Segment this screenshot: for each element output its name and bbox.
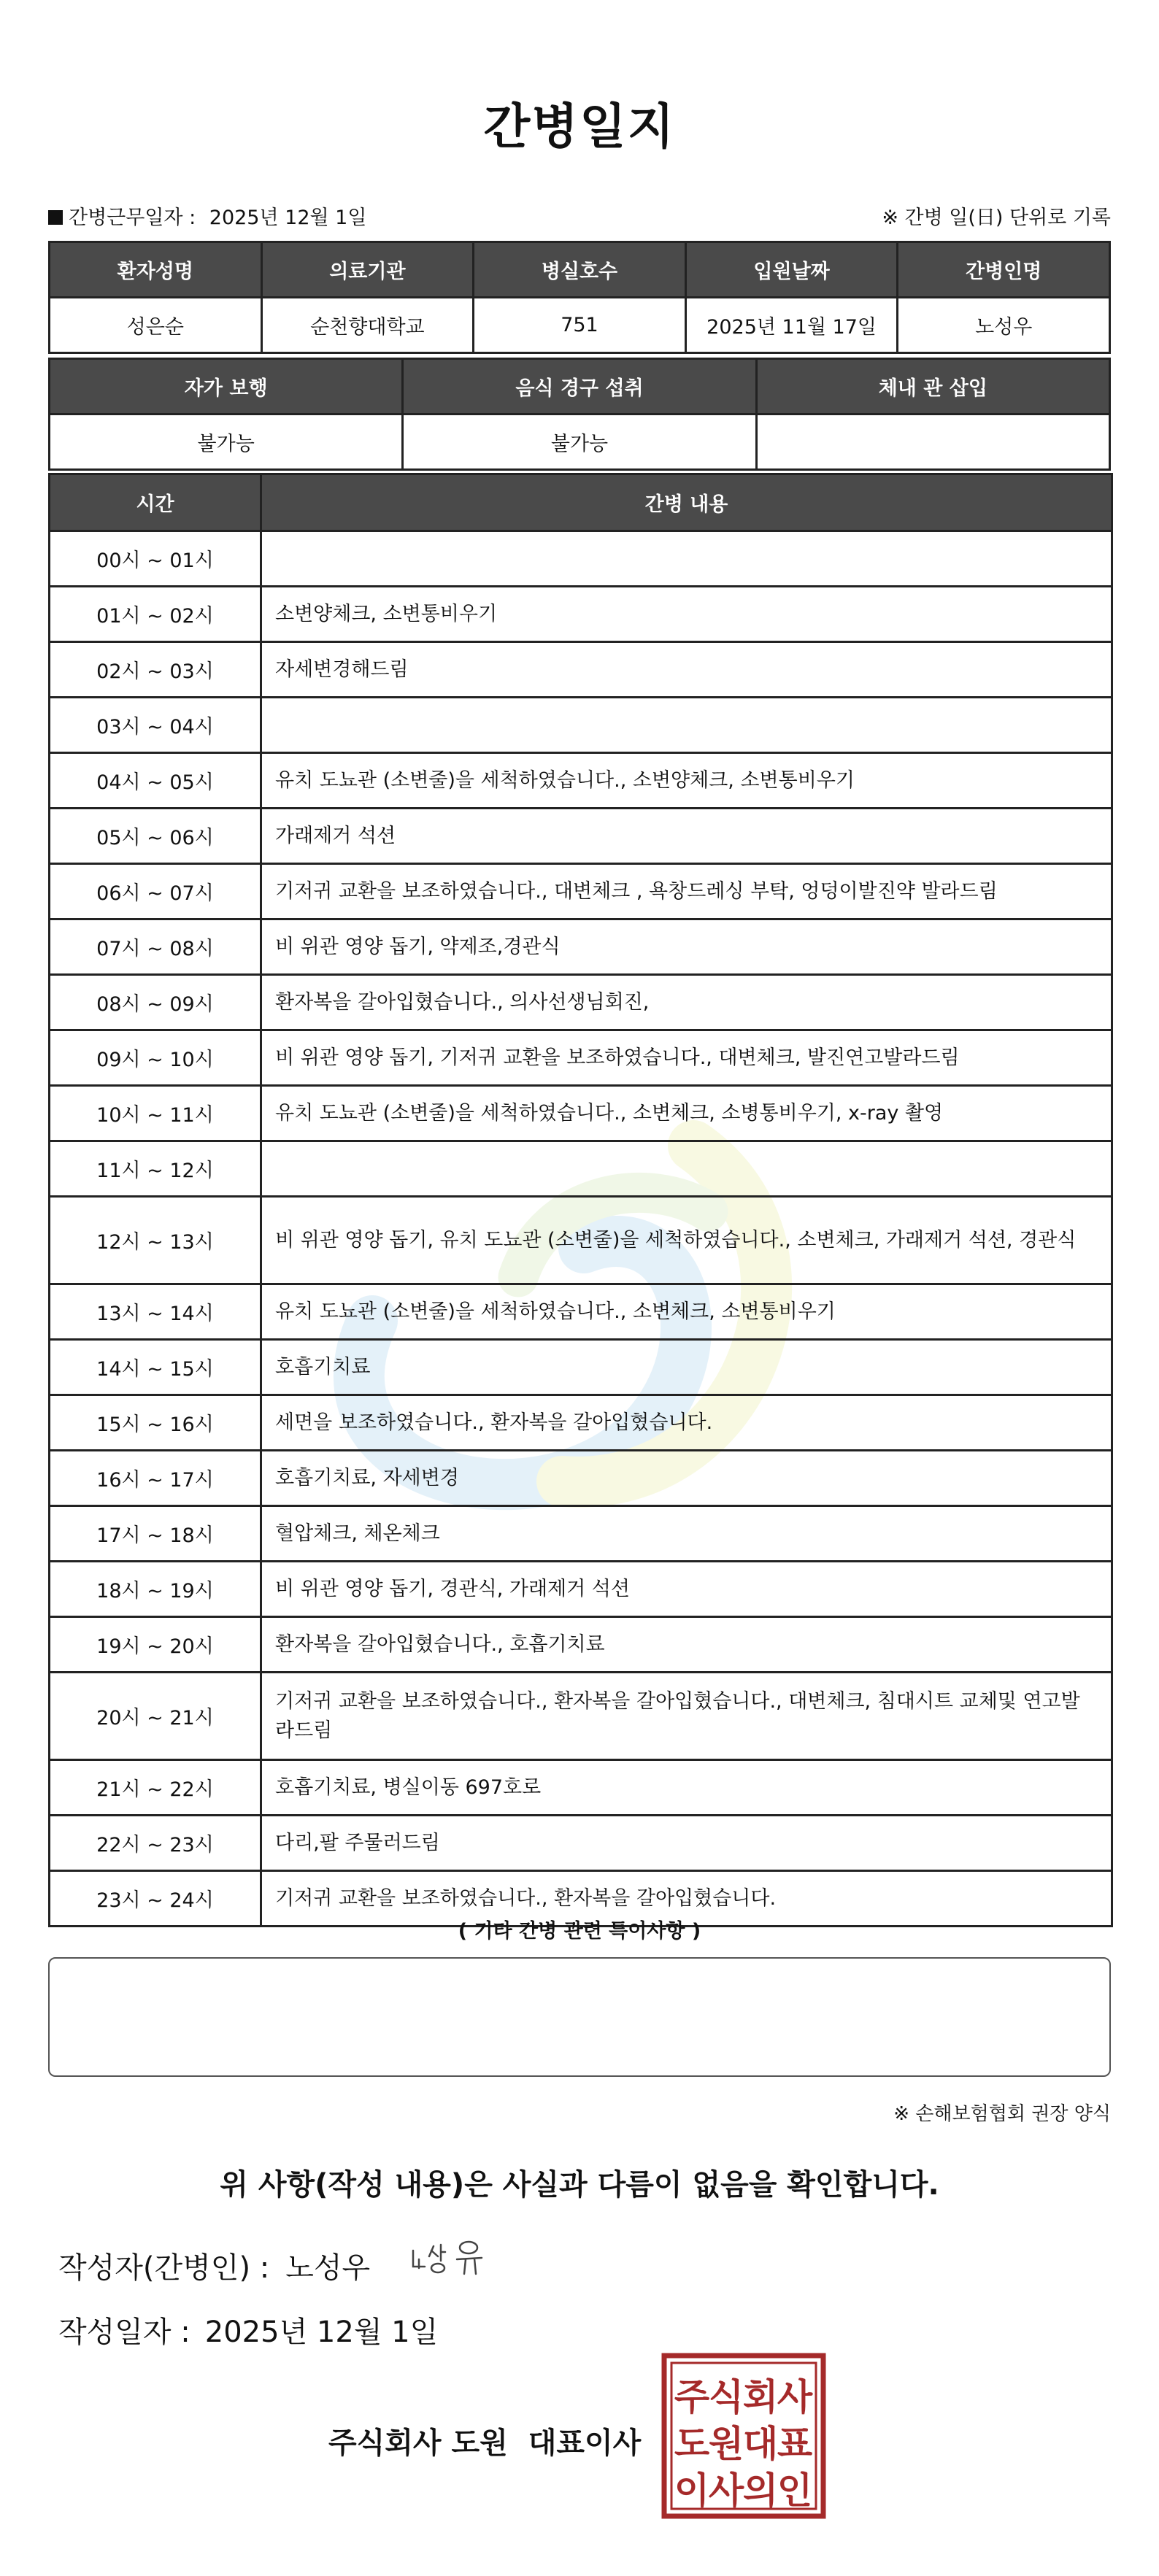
company-title: 대표이사: [528, 2426, 642, 2460]
log-time: 14시 ~ 15시: [50, 1340, 261, 1395]
log-content: [261, 531, 1112, 587]
seal-character: 표: [777, 2423, 813, 2465]
log-content: 유치 도뇨관 (소변줄)을 세척하였습니다., 소변양체크, 소변통비우기: [261, 753, 1112, 809]
form-source-note: ※ 손해보험협회 권장 양식: [893, 2103, 1111, 2125]
log-content: [261, 698, 1112, 753]
seal-character: 이: [674, 2469, 710, 2512]
log-row: [50, 1141, 1112, 1197]
log-time: 07시 ~ 08시: [50, 919, 261, 975]
header-self-walking: 자가 보행: [50, 359, 403, 414]
log-time: 08시 ~ 09시: [50, 975, 261, 1030]
log-time: 21시 ~ 22시: [50, 1760, 261, 1816]
room-number: 751: [474, 298, 686, 353]
patient-info-table: [48, 241, 1111, 354]
log-row: [50, 1340, 1112, 1395]
log-row: [50, 975, 1112, 1030]
log-time: 15시 ~ 16시: [50, 1395, 261, 1451]
log-time: 12시 ~ 13시: [50, 1197, 261, 1284]
log-time: 18시 ~ 19시: [50, 1562, 261, 1617]
seal-character: 사: [777, 2376, 813, 2418]
company-seal-stamp: [661, 2353, 826, 2519]
log-row: [50, 1617, 1112, 1673]
header-care-content: 간병 내용: [261, 474, 1112, 531]
admission-date: 2025년 11월 17일: [685, 298, 898, 353]
log-row: [50, 809, 1112, 864]
log-content: 환자복을 갈아입혔습니다., 호흡기치료: [261, 1617, 1112, 1673]
log-content: 비 위관 영양 돕기, 약제조,경관식: [261, 919, 1112, 975]
log-content: 비 위관 영양 돕기, 유치 도뇨관 (소변줄)을 세척하였습니다., 소변체크, 가래제거 석션, 경관식: [261, 1197, 1112, 1284]
log-time: 05시 ~ 06시: [50, 809, 261, 864]
log-row: [50, 864, 1112, 919]
log-time: 23시 ~ 24시: [50, 1871, 261, 1927]
header-time: 시간: [50, 474, 261, 531]
company-name: 주식회사 도원: [328, 2426, 508, 2460]
log-content: 유치 도뇨관 (소변줄)을 세척하였습니다., 소변체크, 소변통비우기: [261, 1284, 1112, 1340]
handwritten-signature: [409, 2236, 496, 2280]
log-row: [50, 1562, 1112, 1617]
log-row: [50, 1030, 1112, 1086]
log-content: 가래제거 석션: [261, 809, 1112, 864]
log-content: 혈압체크, 체온체크: [261, 1506, 1112, 1562]
log-row: [50, 1395, 1112, 1451]
written-date-line: [58, 2309, 438, 2351]
seal-character: 사: [708, 2469, 744, 2512]
caregiver-name: 노성우: [898, 298, 1110, 353]
patient-status-table: [48, 358, 1111, 471]
log-time: 17시 ~ 18시: [50, 1506, 261, 1562]
header-admission-date: 입원날짜: [685, 242, 898, 298]
writer-name: 노성우: [285, 2251, 371, 2285]
hospital-name: 순천향대학교: [261, 298, 474, 353]
log-row: [50, 1086, 1112, 1141]
log-row: [50, 1760, 1112, 1816]
work-date-value: 2025년 12월 1일: [209, 207, 367, 229]
log-time: 02시 ~ 03시: [50, 642, 261, 698]
log-time: 09시 ~ 10시: [50, 1030, 261, 1086]
log-row: [50, 642, 1112, 698]
log-content: 유치 도뇨관 (소변줄)을 세척하였습니다., 소변체크, 소병통비우기, x-ray 촬영: [261, 1086, 1112, 1141]
company-line: [328, 2420, 641, 2461]
log-row: [50, 698, 1112, 753]
writer-line: [58, 2245, 370, 2286]
log-row: [50, 919, 1112, 975]
tube-insertion-value: [756, 414, 1109, 470]
log-time: 03시 ~ 04시: [50, 698, 261, 753]
patient-name: 성은순: [50, 298, 262, 353]
log-content: 자세변경해드림: [261, 642, 1112, 698]
log-time: 00시 ~ 01시: [50, 531, 261, 587]
page-title: 간병일지: [483, 99, 676, 155]
log-content: 기저귀 교환을 보조하였습니다., 환자복을 갈아입혔습니다.: [261, 1871, 1112, 1927]
notes-box: [48, 1957, 1111, 2077]
header-patient-name: 환자성명: [50, 242, 262, 298]
log-row: [50, 1284, 1112, 1340]
log-time: 20시 ~ 21시: [50, 1673, 261, 1760]
log-row: [50, 587, 1112, 642]
log-row: [50, 1197, 1112, 1284]
log-content: 다리,팔 주물러드림: [261, 1816, 1112, 1871]
oral-intake-value: 불가능: [403, 414, 756, 470]
log-time: 10시 ~ 11시: [50, 1086, 261, 1141]
seal-character: 식: [708, 2376, 744, 2418]
log-content: 환자복을 갈아입혔습니다., 의사선생님회진,: [261, 975, 1112, 1030]
log-content: 호흡기치료: [261, 1340, 1112, 1395]
written-date-label: 작성일자 :: [58, 2315, 190, 2349]
log-row: [50, 531, 1112, 587]
written-date-value: 2025년 12월 1일: [204, 2315, 439, 2349]
seal-character: 도: [674, 2423, 710, 2465]
confirmation-statement: 위 사항(작성 내용)은 사실과 다름이 없음을 확인합니다.: [220, 2168, 939, 2202]
log-content: 기저귀 교환을 보조하였습니다., 대변체크 , 욕창드레싱 부탁, 엉덩이발진약 발라드림: [261, 864, 1112, 919]
header-caregiver-name: 간병인명: [898, 242, 1110, 298]
seal-character: 회: [742, 2376, 779, 2418]
log-content: 기저귀 교환을 보조하였습니다., 환자복을 갈아입혔습니다., 대변체크, 침대시트 교체및 연고발라드림: [261, 1673, 1112, 1760]
seal-character: 대: [742, 2423, 779, 2465]
notes-title: ( 기타 간병 관련 특이사항 ): [458, 1920, 701, 1943]
work-date-line: [48, 201, 366, 230]
square-bullet-icon: [48, 210, 63, 225]
seal-character: 주: [674, 2376, 710, 2418]
log-content: 비 위관 영양 돕기, 경관식, 가래제거 석션: [261, 1562, 1112, 1617]
writer-label: 작성자(간병인) :: [58, 2251, 270, 2285]
log-row: [50, 1816, 1112, 1871]
log-row: [50, 1673, 1112, 1760]
log-row: [50, 753, 1112, 809]
log-row: [50, 1451, 1112, 1506]
seal-character: 의: [742, 2469, 779, 2512]
work-date-label: 간병근무일자 :: [69, 207, 196, 229]
log-time: 11시 ~ 12시: [50, 1141, 261, 1197]
header-hospital: 의료기관: [261, 242, 474, 298]
log-time: 04시 ~ 05시: [50, 753, 261, 809]
log-time: 16시 ~ 17시: [50, 1451, 261, 1506]
log-time: 22시 ~ 23시: [50, 1816, 261, 1871]
log-content: 세면을 보조하였습니다., 환자복을 갈아입혔습니다.: [261, 1395, 1112, 1451]
log-time: 06시 ~ 07시: [50, 864, 261, 919]
log-time: 19시 ~ 20시: [50, 1617, 261, 1673]
log-time: 13시 ~ 14시: [50, 1284, 261, 1340]
seal-character: 인: [777, 2469, 813, 2512]
log-content: 비 위관 영양 돕기, 기저귀 교환을 보조하였습니다., 대변체크, 발진연고발라드림: [261, 1030, 1112, 1086]
self-walking-value: 불가능: [50, 414, 403, 470]
seal-character: 원: [708, 2423, 744, 2465]
log-content: [261, 1141, 1112, 1197]
log-content: 소변양체크, 소변통비우기: [261, 587, 1112, 642]
log-time: 01시 ~ 02시: [50, 587, 261, 642]
record-unit-note: ※ 간병 일(日) 단위로 기록: [882, 207, 1111, 229]
care-log-table: [48, 473, 1113, 1927]
header-oral-intake: 음식 경구 섭취: [403, 359, 756, 414]
log-content: 호흡기치료, 자세변경: [261, 1451, 1112, 1506]
header-room-number: 병실호수: [474, 242, 686, 298]
log-content: 호흡기치료, 병실이동 697호로: [261, 1760, 1112, 1816]
log-row: [50, 1506, 1112, 1562]
header-tube-insertion: 체내 관 삽입: [756, 359, 1109, 414]
